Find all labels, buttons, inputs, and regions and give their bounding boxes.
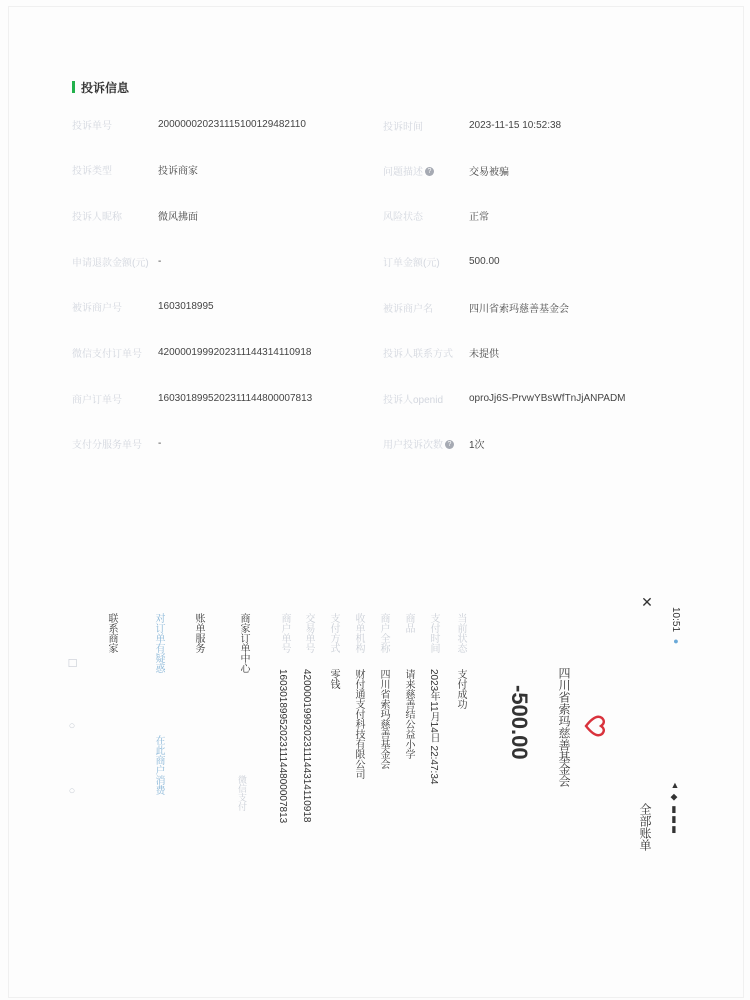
info-value: oproJj6S-PrvwYBsWfTnJjANPADM xyxy=(469,392,626,404)
info-value: 微风拂面 xyxy=(158,211,198,223)
info-value: 2023-11-15 10:52:38 xyxy=(469,119,562,131)
info-row-wechat-order-no xyxy=(72,345,312,359)
info-label: 投诉人联系方式 xyxy=(383,348,453,360)
signal-battery-icon: ▲ ◆ ▮▮▮ xyxy=(670,780,680,836)
info-label: 投诉类型 xyxy=(72,165,112,177)
info-value: 正常 xyxy=(469,211,489,223)
info-label: 投诉人openid xyxy=(383,394,444,406)
info-label xyxy=(383,436,469,451)
status-time: 10:51 xyxy=(670,607,681,633)
detail-label: 交易单号 xyxy=(303,613,314,653)
help-icon[interactable]: ? xyxy=(445,440,454,449)
info-row-complaint-no xyxy=(72,117,306,131)
detail-value-product: 请来慈善结公益小学 xyxy=(403,669,414,759)
info-value: 未提供 xyxy=(469,348,499,360)
info-value: 投诉商家 xyxy=(158,165,198,177)
info-label: 被诉商户号 xyxy=(72,302,122,314)
order-center-title[interactable]: 商家订单中心 xyxy=(238,613,249,673)
bill-service-title: 账单服务 xyxy=(193,613,204,653)
help-icon[interactable]: ? xyxy=(425,167,434,176)
info-label: 投诉人昵称 xyxy=(72,211,122,223)
detail-value-status: 支付成功 xyxy=(455,669,466,709)
phone-icon[interactable]: ☐ xyxy=(66,657,78,670)
info-row-merchant-order-no xyxy=(72,391,312,405)
info-value: 500.00 xyxy=(469,255,500,267)
detail-value-merchant-order-no: 1603018995202311144800007813 xyxy=(277,669,288,824)
detail-label: 收单机构 xyxy=(353,613,364,653)
info-label: 订单金额(元) xyxy=(383,257,440,269)
contact-merchant-title[interactable]: 联系商家 xyxy=(106,613,117,653)
merchant-heart-logo xyxy=(582,713,608,739)
store-icon[interactable]: ○ xyxy=(66,785,78,797)
detail-label: 支付方式 xyxy=(328,613,339,653)
info-row-complaint-type xyxy=(72,162,198,176)
info-row-openid xyxy=(383,391,626,405)
info-label: 投诉时间 xyxy=(383,121,423,133)
merchant-consumption-link[interactable]: 在此商户消费 xyxy=(153,735,164,795)
info-row-order-amount xyxy=(383,254,500,268)
question-order-link[interactable]: 对订单有疑惑 xyxy=(153,613,164,673)
detail-value-pay-time: 2023年11月14日 22:47:34 xyxy=(428,669,439,785)
info-row-payscore-no xyxy=(72,436,161,450)
info-row-merchant-id xyxy=(72,299,214,313)
info-value: 4200001999202311144314110918 xyxy=(158,346,312,358)
order-center-link[interactable]: 微信支付 xyxy=(237,775,247,811)
detail-value-acquirer: 财付通支付科技有限公司 xyxy=(353,669,364,779)
info-label: 申请退款金额(元) xyxy=(72,257,149,269)
detail-value-transaction-no: 4200001999202311144314110918 xyxy=(301,669,312,823)
info-row-complaint-time xyxy=(383,118,561,132)
chat-icon[interactable]: ○ xyxy=(66,720,78,732)
detail-label: 商户全称 xyxy=(378,613,389,653)
section-header xyxy=(72,78,129,96)
info-row-refund-amount xyxy=(72,254,161,268)
info-label xyxy=(383,163,469,178)
info-value: 200000020231115100129482110 xyxy=(158,118,306,130)
info-row-risk-status xyxy=(383,208,489,222)
info-value: - xyxy=(158,437,162,449)
info-value: - xyxy=(158,255,162,267)
info-row-complaint-count xyxy=(383,436,485,450)
info-row-merchant-name xyxy=(383,300,569,314)
merchant-name: 四川省索玛慈善基金会 xyxy=(557,667,571,787)
detail-value-pay-method: 零钱 xyxy=(328,669,339,689)
section-accent-bar xyxy=(72,81,75,93)
detail-label: 商品 xyxy=(403,613,414,633)
info-label-text: 问题描述 xyxy=(383,166,423,178)
info-label: 风险状态 xyxy=(383,211,423,223)
detail-value-merchant: 四川省索玛慈善基金会 xyxy=(378,669,389,769)
info-label: 被诉商户名 xyxy=(383,303,433,315)
detail-label: 支付时间 xyxy=(428,613,439,653)
app-notification-icon: ● xyxy=(671,636,681,646)
section-title: 投诉信息 xyxy=(81,80,130,95)
info-row-problem-description xyxy=(383,163,509,177)
info-label: 微信支付订单号 xyxy=(72,348,142,360)
info-value: 1603018995 xyxy=(158,300,214,312)
all-bills-link[interactable]: 全部账单 xyxy=(638,803,652,851)
payment-amount: -500.00 xyxy=(507,685,532,760)
info-label: 支付分服务单号 xyxy=(72,439,142,451)
info-row-contact xyxy=(383,345,499,359)
info-value: 交易被骗 xyxy=(469,166,509,178)
info-row-complainant-nickname xyxy=(72,208,198,222)
close-icon[interactable]: ✕ xyxy=(640,595,656,611)
detail-label: 商户单号 xyxy=(279,613,290,653)
info-value: 1次 xyxy=(469,439,485,451)
info-label-text: 用户投诉次数 xyxy=(383,439,443,451)
info-value: 1603018995202311144800007813 xyxy=(158,392,313,404)
info-label: 投诉单号 xyxy=(72,120,112,132)
detail-label: 当前状态 xyxy=(455,613,466,653)
payment-screenshot xyxy=(60,585,690,885)
info-value: 四川省索玛慈善基金会 xyxy=(469,303,569,315)
info-label: 商户订单号 xyxy=(72,394,122,406)
